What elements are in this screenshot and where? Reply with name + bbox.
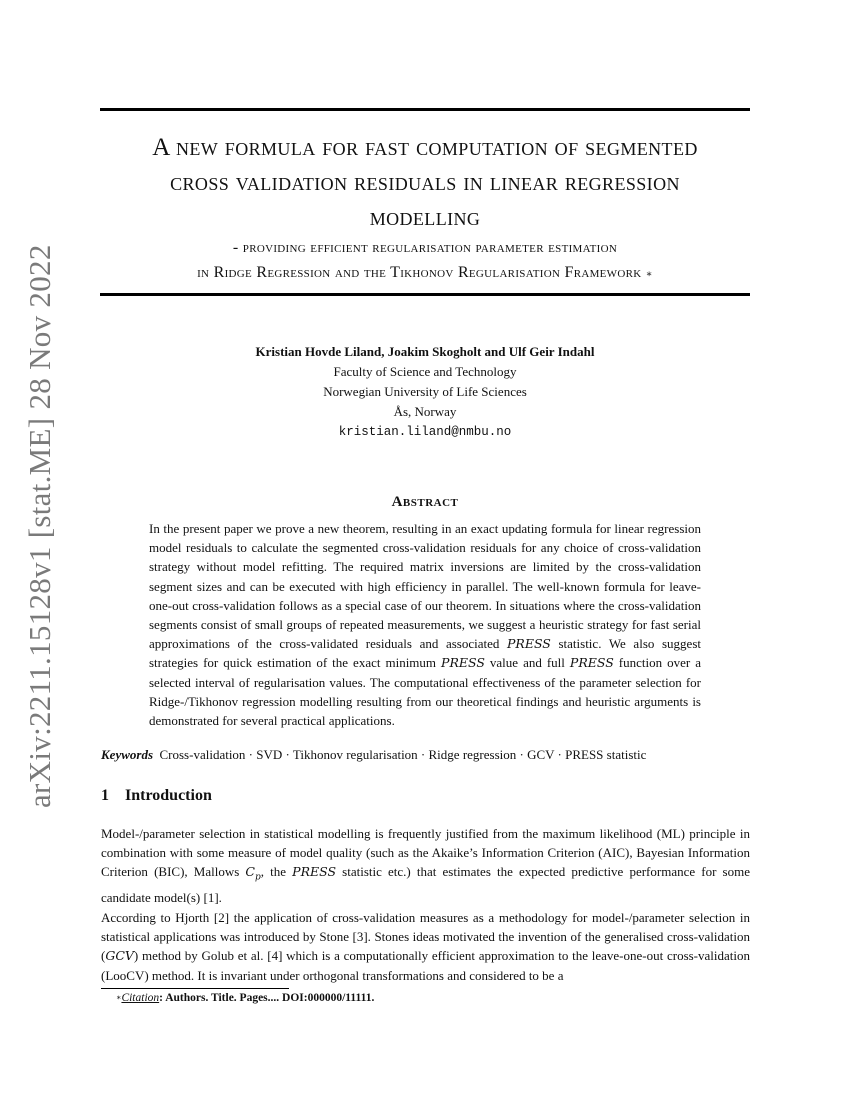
title-line-1: A new formula for fast computation of segmented	[152, 134, 698, 161]
subtitle-line-2-text: in Ridge Regression and the Tikhonov Regularisation Framework	[197, 264, 642, 281]
title-footnote-marker[interactable]: ∗	[645, 269, 653, 280]
footnote-citation-label[interactable]: Citation	[121, 992, 160, 1004]
abstract-text-part-c: value and full	[484, 655, 570, 671]
paragraph-1-part-b: , the	[260, 864, 293, 880]
arxiv-identifier-stamp: arXiv:2211.15128v1 [stat.ME] 28 Nov 2022	[22, 244, 57, 808]
paragraph-2-part-b: ) method by Golub et al. [4] which is a computationally efficient approximation to the leave-one-out cross-validation (LooCV) method. It is invariant under orthogonal transformations and considered to be a	[101, 948, 750, 983]
keywords-list: Cross-validation · SVD · Tikhonov regularisation · Ridge regression · GCV · PRESS statistic	[159, 747, 647, 762]
mallows-p-subscript: p	[255, 872, 261, 883]
abstract-heading: Abstract	[391, 494, 459, 510]
abstract-text-part-a: In the present paper we prove a new theorem, resulting in an exact updating formula for linear regression model residuals to calculate the segmented cross-validation residuals for any choice of cross-validation strategy without model refitting. The required matrix inversions are limited by the cross-validation segment sizes and can be executed with high efficiency in parallel. The well-known formula for leave-one-out cross-validation follows as a special case of our theorem. In situations where the cross-validation segments consist of small groups of repeated measurements, we suggest a heuristic strategy for fast serial approximations of the cross-validated residuals and associated	[149, 521, 701, 652]
author-location: Ås, Norway	[393, 404, 457, 419]
mallows-cp-symbol	[245, 864, 261, 883]
footnote	[116, 991, 374, 1005]
press-symbol: PRESS	[569, 655, 614, 671]
footnote-rule	[101, 988, 289, 989]
abstract-text-part-b: statistic. We also suggest strategies for quick estimation of the exact minimum	[149, 636, 701, 671]
press-symbol: PRESS	[292, 864, 337, 880]
footnote-body: : Authors. Title. Pages.... DOI:000000/11111.	[159, 992, 375, 1004]
title-line-3: modelling	[369, 204, 481, 231]
section-heading-introduction	[101, 787, 212, 805]
mallows-c: C	[245, 864, 255, 880]
gcv-symbol: GCV	[105, 948, 134, 964]
paragraph-1-part-a: Model-/parameter selection in statistical modelling is frequently justified from the maximum likelihood (ML) principle in combination with some measure of model quality (such as the Akaike’s Information Criterion (AIC), Bayesian Information Criterion (BIC), Mallows	[101, 826, 750, 880]
paragraph-2-part-a: According to Hjorth [2] the application of cross-validation measures as a methodology for model-/parameter selection in statistical applications was introduced by Stone [3]. Stones ideas motivated the invention of the generalised cross-validation (	[101, 910, 750, 964]
press-symbol: PRESS	[507, 636, 551, 652]
title-block	[100, 130, 750, 285]
keywords-line	[101, 745, 751, 764]
press-symbol: PRESS	[441, 655, 485, 671]
abstract-text	[149, 519, 701, 730]
author-names: Kristian Hovde Liland, Joakim Skogholt and Ulf Geir Indahl	[255, 344, 595, 359]
subtitle-line-1: - providing efficient regularisation parameter estimation	[232, 239, 618, 256]
title-bottom-rule	[100, 293, 750, 296]
paragraph-1-part-c: statistic etc.) that estimates the expected predictive performance for some candidate model(s) [1].	[101, 864, 750, 906]
keywords-label: Keywords	[101, 747, 153, 762]
intro-paragraph-2	[101, 908, 750, 985]
subtitle-line-2	[100, 260, 750, 285]
footnote-marker: ∗	[116, 993, 122, 1002]
intro-paragraph-1	[101, 824, 750, 907]
author-email[interactable]: kristian.liland@nmbu.no	[338, 425, 512, 439]
title-top-rule	[100, 108, 750, 111]
author-block	[100, 342, 750, 442]
title-line-2: cross validation residuals in linear regression	[170, 169, 680, 196]
section-number: 1	[101, 787, 109, 804]
author-university: Norwegian University of Life Sciences	[323, 384, 527, 399]
abstract-text-part-d: function over a selected interval of regularisation values. The computational effectiveness of the parameter selection for Ridge-/Tikhonov regression modelling resulting from our theoretical findings and heuristic arguments is demonstrated for several practical applications.	[149, 655, 701, 729]
section-title: Introduction	[125, 787, 212, 804]
author-faculty: Faculty of Science and Technology	[333, 364, 517, 379]
